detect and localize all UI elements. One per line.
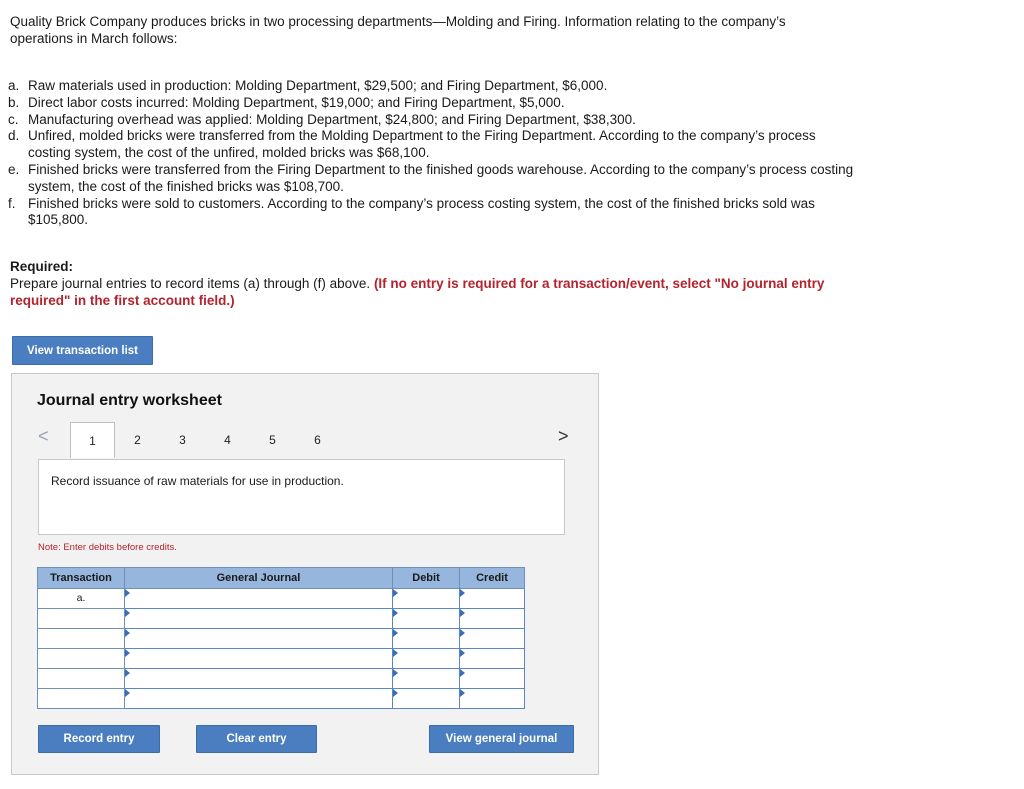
debit-field[interactable] [393, 589, 460, 609]
tab-6[interactable]: 6 [314, 433, 321, 447]
problem-item-a [8, 78, 858, 95]
tab-4[interactable]: 4 [224, 433, 231, 447]
problem-item-d [8, 128, 858, 162]
view-transaction-list-button[interactable]: View transaction list [12, 336, 153, 365]
required-highlight: (If no entry is required for a transaction/event, select "No journal entry required" in the first account field.) [10, 276, 825, 308]
transaction-cell [38, 669, 125, 689]
transaction-cell [38, 629, 125, 649]
transaction-cell [38, 689, 125, 709]
credit-field[interactable] [460, 629, 525, 649]
problem-item-f [8, 196, 858, 230]
column-header-debit: Debit [393, 568, 460, 589]
item-text: Raw materials used in production: Molding Department, $29,500; and Firing Department, $6,000. [28, 78, 608, 93]
problem-item-c [8, 112, 858, 129]
required-heading: Required: [10, 259, 74, 274]
debit-field[interactable] [393, 669, 460, 689]
view-general-journal-button[interactable]: View general journal [429, 725, 574, 753]
chevron-right-icon[interactable]: > [558, 426, 569, 446]
problem-items [8, 78, 858, 229]
instruction-box [38, 459, 565, 535]
problem-item-e [8, 162, 858, 196]
tab-2[interactable]: 2 [134, 433, 141, 447]
table-row [38, 609, 525, 629]
transaction-cell: a. [38, 589, 125, 609]
record-entry-button[interactable]: Record entry [38, 725, 160, 753]
debit-field[interactable] [393, 629, 460, 649]
credit-field[interactable] [460, 669, 525, 689]
required-text: Prepare journal entries to record items (a) through (f) above. [10, 276, 371, 291]
item-label: f. [8, 195, 16, 211]
account-field[interactable] [125, 689, 393, 709]
chevron-left-icon[interactable]: < [38, 426, 49, 446]
clear-entry-button[interactable]: Clear entry [196, 725, 317, 753]
required-section [10, 258, 840, 309]
column-header-credit: Credit [460, 568, 525, 589]
tab-3[interactable]: 3 [179, 433, 186, 447]
table-row [38, 669, 525, 689]
item-label: c. [8, 111, 19, 127]
column-header-transaction: Transaction [38, 568, 125, 589]
account-field[interactable] [125, 589, 393, 609]
credit-field[interactable] [460, 649, 525, 669]
item-text: Manufacturing overhead was applied: Molding Department, $24,800; and Firing Department, $38,300. [28, 111, 636, 127]
item-text: Direct labor costs incurred: Molding Department, $19,000; and Firing Department, $5,000. [28, 94, 565, 110]
worksheet-title: Journal entry worksheet [37, 392, 222, 409]
transaction-cell [38, 649, 125, 669]
credit-field[interactable] [460, 689, 525, 709]
debit-field[interactable] [393, 609, 460, 629]
table-row [38, 589, 525, 609]
item-text: Finished bricks were sold to customers. According to the company’s process costing system, the cost of the finished bricks sold was $105,800. [28, 195, 815, 228]
credit-field[interactable] [460, 609, 525, 629]
item-label: e. [8, 161, 20, 177]
instruction-text: Record issuance of raw materials for use in production. [51, 474, 344, 488]
tab-5[interactable]: 5 [269, 433, 276, 447]
table-row [38, 629, 525, 649]
account-field[interactable] [125, 629, 393, 649]
worksheet-tabs [70, 422, 340, 458]
account-field[interactable] [125, 609, 393, 629]
debits-note: Note: Enter debits before credits. [38, 542, 177, 553]
table-row [38, 689, 525, 709]
table-row [38, 649, 525, 669]
journal-entry-worksheet [11, 373, 599, 775]
item-label: b. [8, 94, 20, 110]
debit-field[interactable] [393, 649, 460, 669]
item-label: a. [8, 78, 20, 93]
account-field[interactable] [125, 649, 393, 669]
debit-field[interactable] [393, 689, 460, 709]
tab-1[interactable]: 1 [70, 422, 115, 458]
column-header-general-journal: General Journal [125, 568, 393, 589]
journal-table [37, 567, 525, 709]
item-label: d. [8, 128, 20, 144]
problem-intro: Quality Brick Company produces bricks in two processing departments—Molding and Firing. Information relating to the company’s operations in March follows: [10, 14, 786, 46]
item-text: Unfired, molded bricks were transferred from the Molding Department to the Firing Department. According to the company’s process costing system, the cost of the unfired, molded bricks was $68,100. [28, 128, 816, 161]
account-field[interactable] [125, 669, 393, 689]
credit-field[interactable] [460, 589, 525, 609]
item-text: Finished bricks were transferred from the Firing Department to the finished goods warehouse. According to the company’s process costing system, the cost of the finished bricks was $108,700. [28, 161, 854, 194]
transaction-cell [38, 609, 125, 629]
problem-item-b [8, 95, 858, 112]
